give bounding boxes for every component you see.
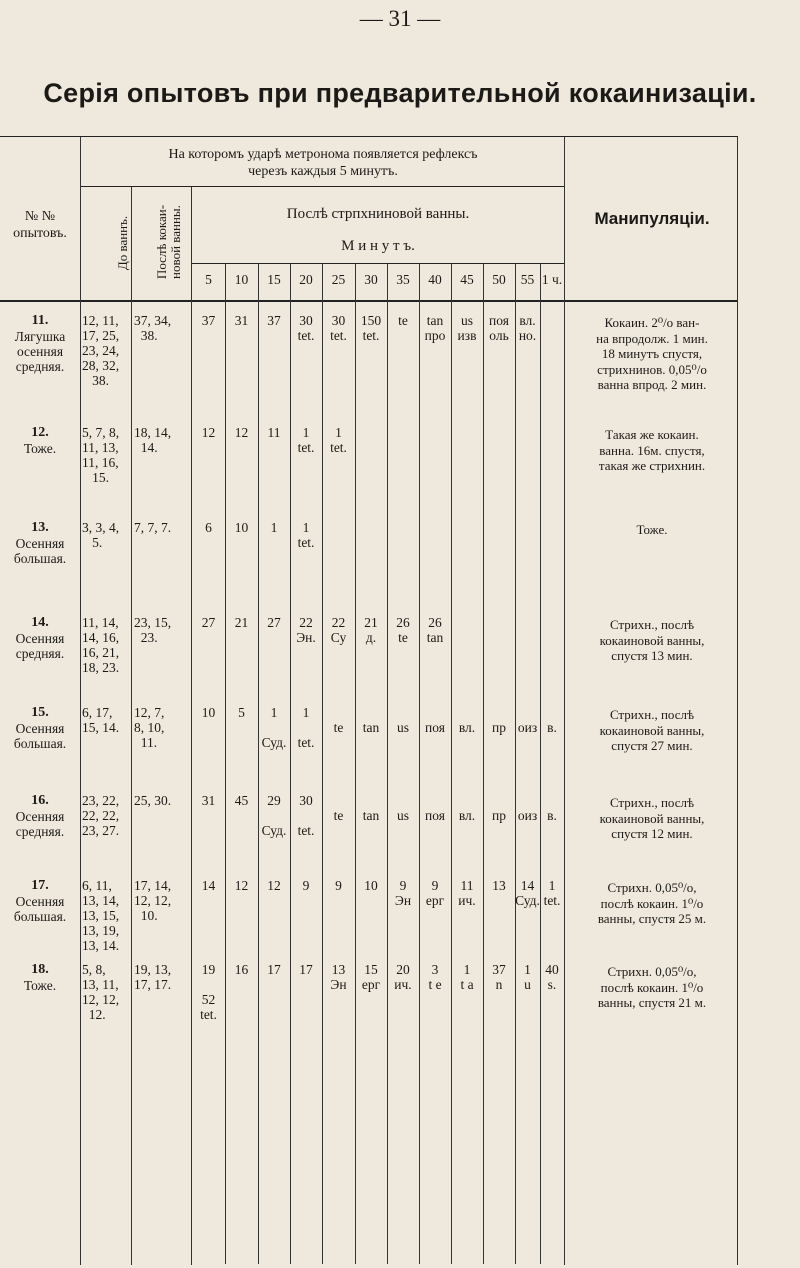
minute-column-header: 20 (299, 272, 313, 287)
minute-cell: 13 Эн (330, 962, 347, 992)
manipulation-note: Стрихн., послѣ кокаиновой ванны, спустя 12 мин. (599, 795, 705, 841)
minute-cell: 30 tet. (297, 313, 315, 343)
after-cocaine-values: 17, 14, 12, 12, 10. (134, 878, 172, 923)
minute-cell: 5 (238, 705, 245, 720)
minute-cell: в. (547, 720, 557, 735)
minute-column-rule (419, 264, 420, 1264)
page-number: — 31 — (359, 6, 441, 31)
minute-cell: 1 tet. (330, 425, 347, 455)
experiment-number: 14. (31, 615, 49, 630)
minute-cell: 12 (201, 425, 216, 440)
minute-cell: 21 д. (364, 615, 378, 645)
before-bath-values: 6, 11, 13, 14, 13, 15, 13, 19, 13, 14. (82, 878, 120, 953)
minute-column-header: 30 (364, 272, 378, 287)
minute-column-rule (355, 264, 356, 1264)
before-bath-values: 5, 8, 13, 11, 12, 12, 12. (82, 962, 120, 1022)
minute-cell: вл. (458, 720, 476, 735)
minute-cell: te (333, 808, 344, 823)
minute-column-rule (451, 264, 452, 1264)
minute-column-header: 45 (460, 272, 474, 287)
manipulation-note: Стрихн., послѣ кокаиновой ванны, спустя 13 мин. (599, 617, 705, 663)
before-bath-values: 3, 3, 4, 5. (82, 520, 120, 550)
minute-cell: пр (492, 808, 506, 823)
before-bath-values: 5, 7, 8, 11, 13, 11, 16, 15. (82, 425, 120, 485)
minute-cell: оиз (517, 720, 538, 735)
before-bath-values: 11, 14, 14, 16, 16, 21, 18, 23. (82, 615, 120, 675)
minute-cell: 31 (234, 313, 249, 328)
minute-column-header: 40 (428, 272, 442, 287)
minute-cell: 12 (267, 878, 281, 893)
minute-cell: us (396, 808, 409, 823)
minute-cell: 1 tet. (297, 520, 315, 550)
minute-cell: вл. но. (518, 313, 537, 343)
minute-column-header: 1 ч. (541, 272, 563, 287)
header-bottom-rule (0, 300, 738, 302)
frog-description: Осенняя большая. (13, 536, 67, 566)
frog-description: Осенняя средняя. (15, 631, 65, 661)
frog-description: Тоже. (23, 441, 57, 456)
frog-description: Лягушка осенняя средняя. (14, 329, 66, 374)
minute-column-rule (483, 264, 484, 1264)
minute-cell: 10 (234, 520, 249, 535)
minute-cell: 11 (267, 425, 281, 440)
minute-cell: поя оль (489, 313, 509, 343)
minute-cell: 12 (234, 878, 249, 893)
column-rule-experiment (80, 137, 81, 1265)
minute-cell: 13 (492, 878, 506, 893)
frog-description: Осенняя большая. (13, 894, 67, 924)
minute-cell: 1 Суд. (261, 705, 287, 750)
minute-cell: 21 (234, 615, 249, 630)
manipulation-note: Тоже. (636, 522, 668, 537)
minute-column-header: 55 (520, 272, 535, 287)
minute-cell: 1 (270, 520, 278, 535)
minute-cell: 45 (234, 793, 249, 808)
minute-cell: 12 (234, 425, 249, 440)
minute-cell: 1 tet. (543, 878, 561, 908)
minute-column-header: 10 (234, 272, 249, 287)
minute-column-rule (290, 264, 291, 1264)
minute-column-rule (540, 264, 541, 1264)
minute-cell: 37 (267, 313, 281, 328)
minute-column-rule (322, 264, 323, 1264)
after-cocaine-values: 12, 7, 8, 10, 11. (134, 705, 165, 750)
minutes-header: М и н у т ъ. (341, 238, 415, 254)
minute-cell: 1 tet. (297, 425, 315, 455)
column-header-after-cocaine: Послѣ кокаи- новой ванны. (154, 204, 183, 280)
results-table (0, 136, 738, 1267)
minute-cell: 37 n (492, 962, 506, 992)
minute-column-header: 15 (267, 272, 281, 287)
experiment-number: 18. (31, 962, 49, 977)
minute-cell: 17 (299, 962, 313, 977)
minute-cell: 22 Эн. (296, 615, 316, 645)
minute-cell: 17 (267, 962, 281, 977)
column-header-experiment-no: № № опытовъ. (13, 209, 67, 241)
minute-cell: te (398, 313, 408, 328)
minute-cell: 11 ич. (458, 878, 476, 908)
minute-cell: 1 u (524, 962, 531, 992)
minute-cell: 6 (205, 520, 212, 535)
minute-cell: 3 t e (428, 962, 442, 992)
header-subrule-top (81, 186, 564, 187)
minute-cell: tan (362, 720, 380, 735)
minute-cell: tan про (424, 313, 446, 343)
minute-cell: вл. (458, 808, 476, 823)
minute-cell: 26 tan (426, 615, 444, 645)
minute-cell: us изв (457, 313, 477, 343)
minute-column-rule (515, 264, 516, 1264)
minute-cell: 31 (201, 793, 216, 808)
before-bath-values: 6, 17, 15, 14. (82, 705, 120, 735)
experiment-number: 12. (31, 425, 49, 440)
before-bath-values: 12, 11, 17, 25, 23, 24, 28, 32, 38. (82, 313, 120, 388)
minute-column-rule (258, 264, 259, 1264)
minute-cell: 19 52 tet. (200, 962, 217, 1022)
minute-column-header: 50 (492, 272, 506, 287)
minute-cell: 14 Суд. (515, 878, 540, 908)
minute-cell: 22 Су (330, 615, 347, 645)
minute-cell: 15 ерг (361, 962, 381, 992)
minute-cell: 29 Суд. (261, 793, 287, 838)
minute-cell: в. (547, 808, 557, 823)
minute-cell: 10 (201, 705, 216, 720)
minute-cell: 27 (201, 615, 216, 630)
experiment-number: 11. (31, 313, 49, 328)
minute-cell: 9 (335, 878, 342, 893)
after-cocaine-values: 18, 14, 14. (134, 425, 172, 455)
minute-cell: 1 t a (460, 962, 474, 992)
minute-column-rule (387, 264, 388, 1264)
minute-cell: 16 (234, 962, 249, 977)
minute-column-header: 35 (396, 272, 410, 287)
minute-cell: поя (425, 808, 445, 823)
experiment-number: 16. (31, 793, 49, 808)
before-bath-values: 23, 22, 22, 22, 23, 27. (82, 793, 120, 838)
minute-cell: us (396, 720, 409, 735)
minute-cell: tan (362, 808, 380, 823)
manipulation-note: Стрихн., послѣ кокаиновой ванны, спустя 27 мин. (599, 707, 705, 753)
minute-cell: 30 tet. (330, 313, 347, 343)
experiment-number: 17. (31, 878, 49, 893)
minute-cell: 1 tet. (297, 705, 315, 750)
column-rule-minutes-end (564, 137, 565, 1265)
minute-cell: 30 tet. (297, 793, 315, 838)
manipulation-note: Кокаин. 2⁰/o ван- на впродолж. 1 мин. 18 минутъ спустя, стрихнинов. 0,05⁰/o ванна впрод. 2 мин. (596, 315, 708, 392)
after-cocaine-values: 23, 15, 23. (134, 615, 172, 645)
minute-cell: 26 te (396, 615, 410, 645)
minute-cell: 9 Эн (394, 878, 412, 908)
minute-cell: 10 (364, 878, 378, 893)
frog-description: Осенняя большая. (13, 721, 67, 751)
page-title: Серія опытовъ при предварительной кокаинизаціи. (43, 78, 757, 108)
after-cocaine-values: 19, 13, 17, 17. (134, 962, 172, 992)
manipulation-note: Такая же кокаин. ванна. 16м. спустя, такая же стрихнин. (598, 427, 706, 473)
after-cocaine-values: 7, 7, 7. (134, 520, 172, 535)
header-subrule-minutes (192, 263, 564, 264)
minute-cell: пр (492, 720, 506, 735)
minute-column-rule (225, 264, 226, 1264)
after-strychnine-header: Послѣ стрпхниновой ванны. (286, 206, 470, 222)
minute-cell: оиз (517, 808, 538, 823)
manipulation-note: Стрихн. 0,05⁰/o, послѣ кокаин. 1⁰/o ванны, спустя 25 м. (597, 880, 707, 926)
minute-cell: te (333, 720, 344, 735)
minute-cell: 40 s. (545, 962, 559, 992)
minute-column-header: 5 (205, 272, 212, 287)
manipulation-note: Стрихн. 0,05⁰/o, послѣ кокаин. 1⁰/o ванны, спустя 21 м. (597, 964, 707, 1010)
minute-cell: поя (425, 720, 445, 735)
minute-cell: 9 (302, 878, 310, 893)
table-right-border (737, 137, 738, 1265)
after-cocaine-values: 25, 30. (134, 793, 172, 808)
minute-cell: 150 tet. (360, 313, 382, 343)
column-header-before-bath: До ваннъ. (115, 215, 130, 271)
minute-cell: 27 (267, 615, 281, 630)
reflex-caption: На которомъ ударѣ метронома появляется рефлексъ черезъ каждыя 5 минутъ. (168, 147, 478, 179)
frog-description: Тоже. (23, 978, 57, 993)
manipulations-header: Манипуляціи. (594, 209, 710, 228)
after-cocaine-values: 37, 34, 38. (134, 313, 172, 343)
minute-cell: 9 ерг (425, 878, 445, 908)
experiment-number: 13. (31, 520, 49, 535)
minute-column-header: 25 (331, 272, 346, 287)
minute-cell: 14 (201, 878, 216, 893)
experiment-number: 15. (31, 705, 49, 720)
minute-cell: 20 ич. (394, 962, 412, 992)
minute-cell: 37 (201, 313, 216, 328)
frog-description: Осенняя средняя. (15, 809, 65, 839)
